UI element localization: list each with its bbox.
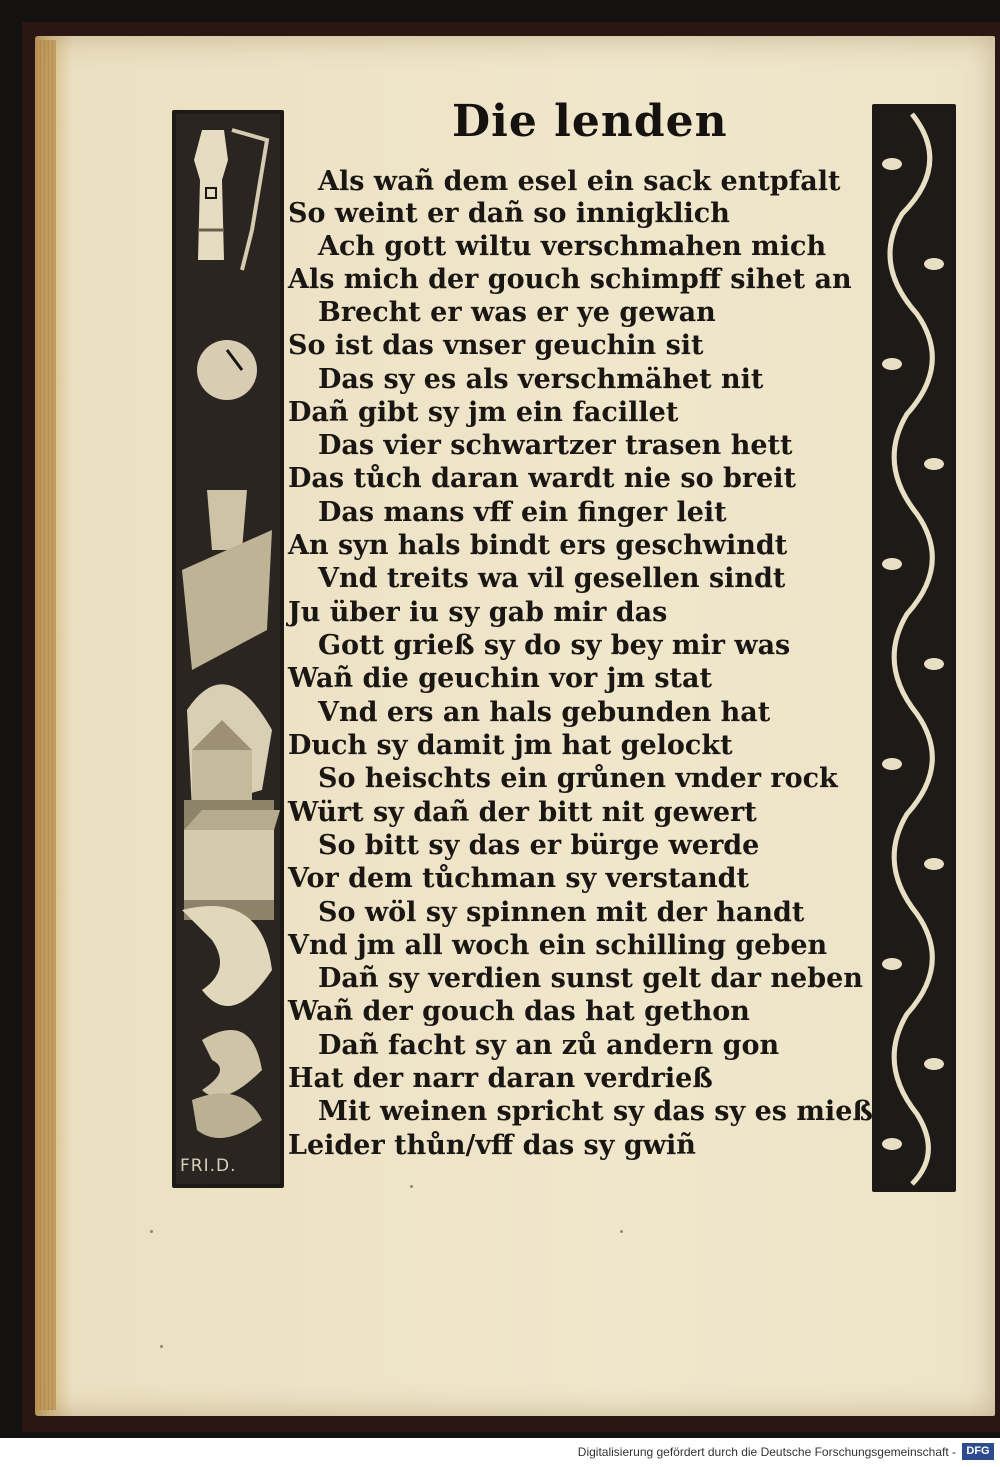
verse-line: Das sy es als verschmähet nit bbox=[318, 364, 764, 395]
verse-line: So heischts ein grůnen vnder rock bbox=[318, 763, 838, 794]
footer-credit: Digitalisierung gefördert durch die Deutsche Forschungsgemeinschaft - bbox=[577, 1445, 956, 1459]
digitization-footer bbox=[0, 1438, 1000, 1467]
dfg-logo-icon: DFG bbox=[962, 1443, 994, 1460]
verse-line: Wañ die geuchin vor jm stat bbox=[288, 663, 712, 694]
verse-line: Würt sy dañ der bitt nit gewert bbox=[288, 797, 757, 828]
page-gutter bbox=[36, 40, 56, 1410]
verse-line: Als wañ dem esel ein sack entpfalt bbox=[318, 166, 841, 197]
woodcut-figure-icon bbox=[172, 110, 284, 1188]
verse-line: Das tůch daran wardt nie so breit bbox=[288, 463, 797, 494]
verse-line: Gott grieß sy do sy bey mir was bbox=[318, 630, 791, 661]
verse-line: So weint er dañ so innigklich bbox=[288, 198, 730, 229]
verse-line: Vnd ers an hals gebunden hat bbox=[318, 697, 771, 728]
verse-line: Dañ gibt sy jm ein facillet bbox=[288, 397, 679, 428]
verse-line: Duch sy damit jm hat gelockt bbox=[288, 730, 733, 761]
decorative-border-right bbox=[872, 104, 956, 1192]
verse-line: Leider thůn/vff das sy gwiñ bbox=[288, 1130, 696, 1161]
verse-line: Brecht er was er ye gewan bbox=[318, 297, 716, 328]
verse-line: Das vier schwartzer trasen hett bbox=[318, 430, 793, 461]
verse-line: So wöl sy spinnen mit der handt bbox=[318, 897, 805, 928]
verse-line: Vnd treits wa vil gesellen sindt bbox=[318, 563, 786, 594]
verse-line: Ju über iu sy gab mir das bbox=[288, 597, 668, 628]
paper-speck bbox=[620, 1230, 623, 1233]
verse-line: Mit weinen spricht sy das sy es mieß bbox=[318, 1096, 873, 1127]
page-heading: Die lenden bbox=[452, 96, 728, 147]
verse-line: Vor dem tůchman sy verstandt bbox=[288, 863, 749, 894]
verse-line: An syn hals bindt ers geschwindt bbox=[288, 530, 788, 561]
verse-line: Dañ facht sy an zů andern gon bbox=[318, 1030, 780, 1061]
verse-line: Das mans vff ein finger leit bbox=[318, 497, 727, 528]
verse-line: Als mich der gouch schimpff sihet an bbox=[288, 264, 852, 295]
verse-line: Wañ der gouch das hat gethon bbox=[288, 996, 750, 1027]
verse-line: So ist das vnser geuchin sit bbox=[288, 330, 704, 361]
paper-speck bbox=[410, 1185, 413, 1188]
verse-line: Hat der narr daran verdrieß bbox=[288, 1063, 713, 1094]
verse-line: So bitt sy das er bürge werde bbox=[318, 830, 760, 861]
verse-line: Dañ sy verdien sunst gelt dar neben bbox=[318, 963, 863, 994]
verse-line: Ach gott wiltu verschmahen mich bbox=[318, 231, 827, 262]
paper-speck bbox=[150, 1230, 153, 1233]
paper-speck bbox=[160, 1345, 163, 1348]
woodcut-illustration-left bbox=[172, 110, 284, 1188]
verse-line: Vnd jm all woch ein schilling geben bbox=[288, 930, 828, 961]
woodcut-signature: FRI.D. bbox=[180, 1156, 237, 1176]
vine-ornament-icon bbox=[872, 104, 956, 1192]
